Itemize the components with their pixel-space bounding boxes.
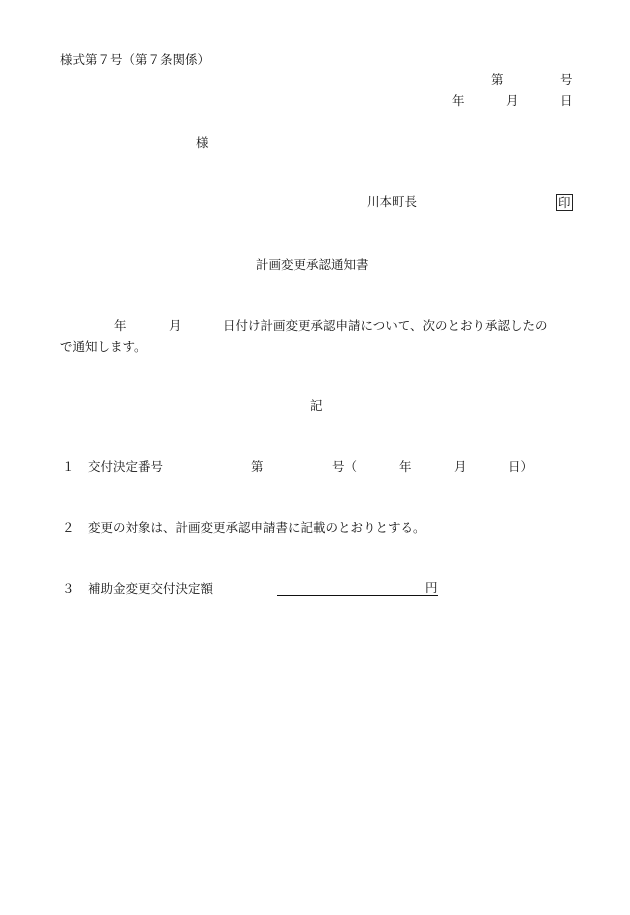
ki-heading: 記 <box>310 398 323 413</box>
date-year-label: 年 <box>452 93 465 108</box>
issuer-name: 川本町長 <box>367 194 418 209</box>
item-1-day-label: 日） <box>508 459 534 474</box>
recipient-honorific: 様 <box>196 135 209 150</box>
item-1-label: 交付決定番号 <box>88 459 164 474</box>
seal-mark: 印 <box>558 195 571 210</box>
document-title: 計画変更承認通知書 <box>256 257 369 272</box>
date-month-label: 月 <box>506 93 519 108</box>
item-1-year-label: 年 <box>399 459 412 474</box>
body-line-1: 日付け計画変更承認申請について、次のとおり承認したの <box>223 318 548 333</box>
item-1-number-suffix: 号（ <box>332 459 358 474</box>
item-1-month-label: 月 <box>454 459 467 474</box>
doc-number-prefix: 第 <box>491 72 504 87</box>
body-line-2: で通知します。 <box>60 339 147 354</box>
item-1-number-prefix: 第 <box>251 459 264 474</box>
item-2-text: 変更の対象は、計画変更承認申請書に記載のとおりとする。 <box>88 520 426 535</box>
item-2-number: ２ <box>62 520 75 535</box>
item-1-number: １ <box>62 459 75 474</box>
doc-number-suffix: 号 <box>560 72 573 87</box>
item-3-number: ３ <box>62 581 75 596</box>
body-month-label: 月 <box>169 318 182 333</box>
date-day-label: 日 <box>560 93 573 108</box>
amount-field <box>277 580 438 596</box>
item-3-label: 補助金変更交付決定額 <box>88 581 214 596</box>
body-year-label: 年 <box>114 318 127 333</box>
amount-unit: 円 <box>277 580 438 596</box>
form-label: 様式第７号（第７条関係） <box>60 52 211 67</box>
